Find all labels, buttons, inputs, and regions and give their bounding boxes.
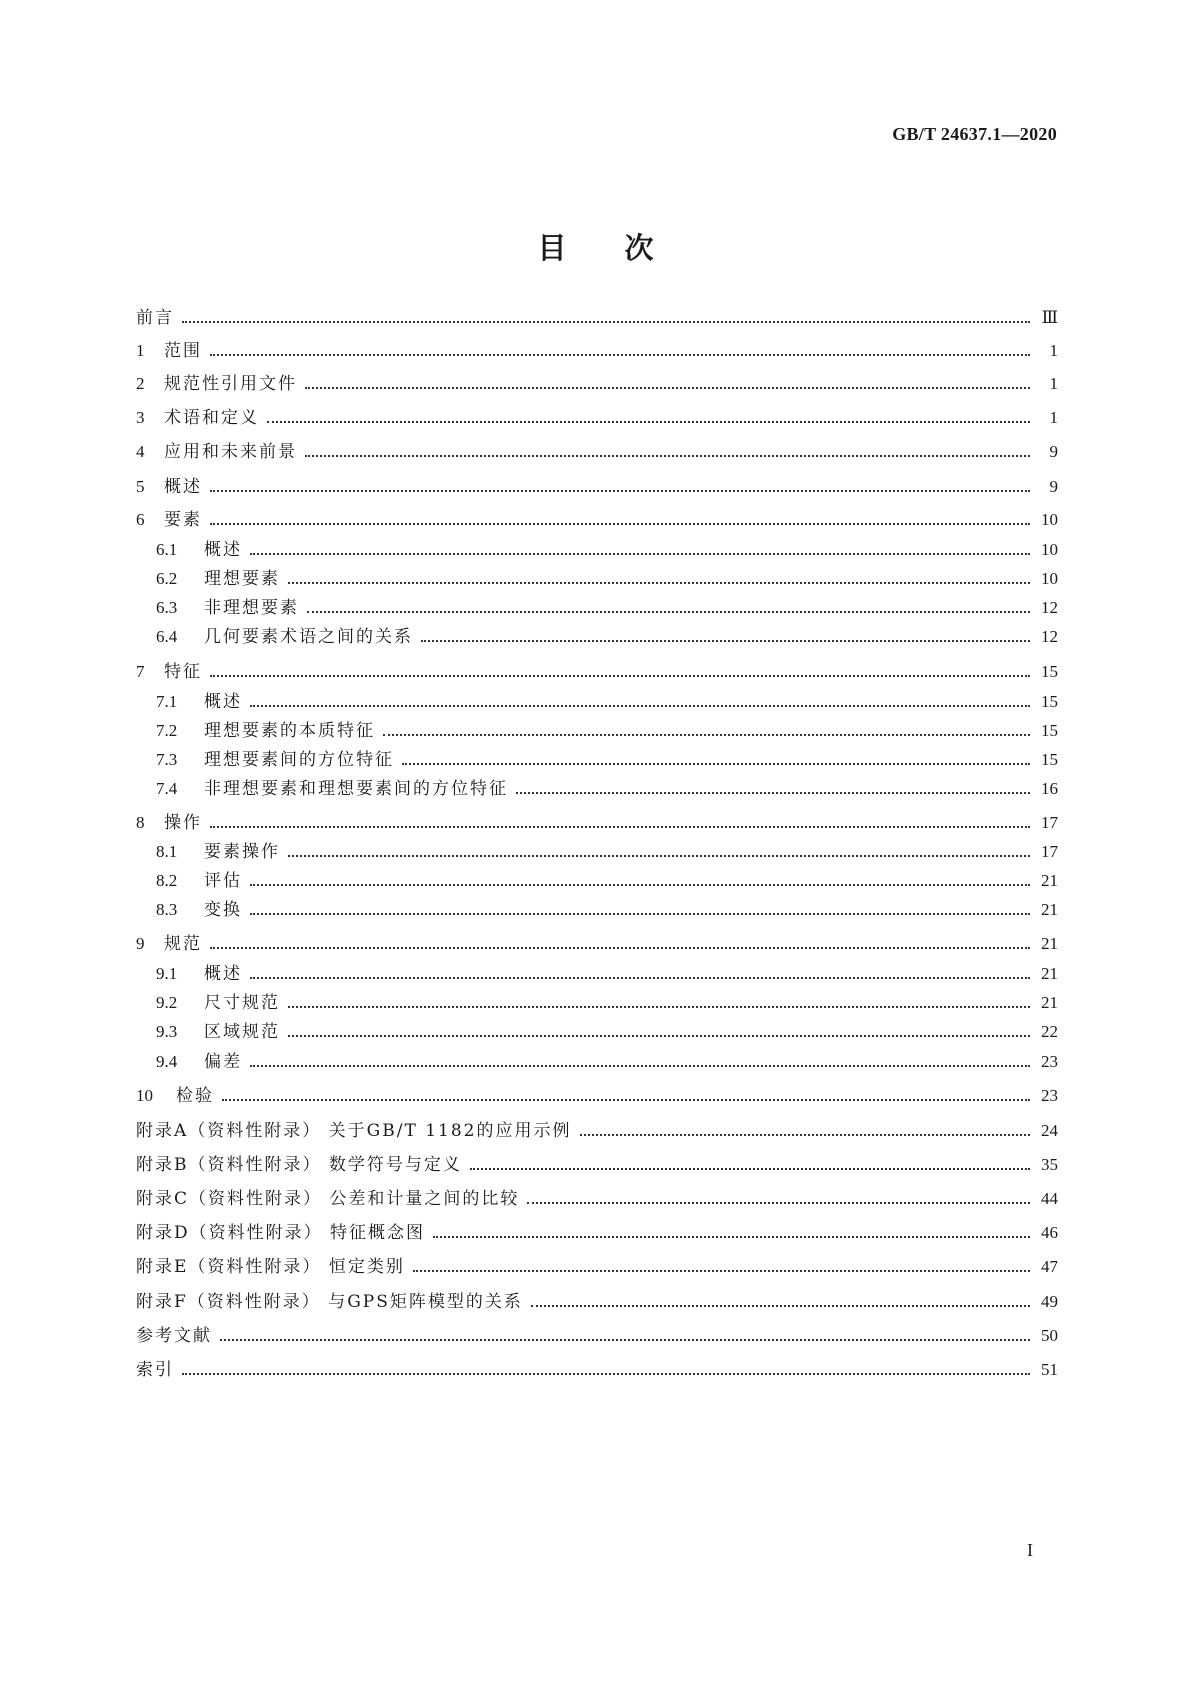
- toc-entry-number: 7.3: [156, 750, 178, 769]
- toc-entry-label: 操作: [164, 813, 202, 833]
- toc-entry-number: 7.2: [156, 721, 178, 740]
- toc-entry-page: 16: [1041, 779, 1058, 798]
- toc-entry-page: 1: [1049, 341, 1058, 360]
- toc-entry[interactable]: [156, 1049, 1058, 1075]
- toc-entry[interactable]: [136, 405, 1058, 431]
- toc-entry[interactable]: [136, 1152, 1058, 1178]
- toc-dot-leader: [210, 354, 1030, 356]
- toc-entry[interactable]: [136, 371, 1058, 397]
- toc-entry[interactable]: [156, 961, 1058, 987]
- toc-dot-leader: [250, 1065, 1030, 1067]
- toc-entry[interactable]: [156, 868, 1058, 894]
- toc-entry[interactable]: [136, 1357, 1058, 1383]
- toc-entry-number: 6: [136, 510, 145, 529]
- toc-entry-page: 12: [1041, 598, 1058, 617]
- toc-entry-number: 6.4: [156, 627, 178, 646]
- toc-entry-number: 9.1: [156, 964, 178, 983]
- standard-number: GB/T 24637.1—2020: [892, 124, 1057, 144]
- toc-entry-number: 8.2: [156, 871, 178, 890]
- page-title: 目次: [537, 231, 712, 265]
- toc-entry-page: 35: [1041, 1155, 1058, 1174]
- toc-dot-leader: [210, 947, 1030, 949]
- toc-entry[interactable]: [136, 1083, 1058, 1109]
- toc-entry[interactable]: [156, 1019, 1058, 1045]
- toc-dot-leader: [210, 675, 1030, 677]
- toc-dot-leader: [210, 826, 1030, 828]
- toc-entry-page: 17: [1041, 813, 1058, 832]
- toc-dot-leader: [402, 763, 1030, 765]
- toc-dot-leader: [250, 705, 1030, 707]
- toc-entry-label: 概述: [204, 540, 242, 560]
- toc-dot-leader: [433, 1236, 1030, 1238]
- toc-entry-number: 7.4: [156, 779, 178, 798]
- toc-entry-label: 理想要素间的方位特征: [204, 750, 394, 770]
- toc-entry[interactable]: [156, 566, 1058, 592]
- toc-entry-label: 检验: [176, 1086, 214, 1106]
- toc-entry-label: 参考文献: [136, 1326, 212, 1346]
- toc-entry-number: 7: [136, 662, 145, 681]
- toc-entry[interactable]: [136, 474, 1058, 500]
- toc-dot-leader: [250, 553, 1030, 555]
- toc-entry-label: 规范性引用文件: [164, 374, 297, 394]
- toc-entry-page: 21: [1041, 934, 1058, 953]
- toc-dot-leader: [531, 1305, 1030, 1307]
- toc-entry-label: 非理想要素: [204, 598, 299, 618]
- toc-dot-leader: [413, 1270, 1030, 1272]
- toc-entry-label: 概述: [204, 692, 242, 712]
- toc-entry[interactable]: [156, 537, 1058, 563]
- toc-entry-page: 49: [1041, 1292, 1058, 1311]
- toc-dot-leader: [182, 321, 1030, 323]
- toc-dot-leader: [470, 1168, 1030, 1170]
- toc-entry-page: 23: [1041, 1052, 1058, 1071]
- toc-entry[interactable]: [136, 1323, 1058, 1349]
- toc-entry-label: 非理想要素和理想要素间的方位特征: [204, 779, 508, 799]
- page-number: I: [1027, 1540, 1033, 1560]
- toc-entry[interactable]: [136, 1254, 1058, 1280]
- toc-dot-leader: [220, 1339, 1030, 1341]
- toc-entry-label: 附录E（资料性附录） 恒定类别: [136, 1257, 405, 1277]
- toc-entry-label: 附录D（资料性附录） 特征概念图: [136, 1223, 426, 1243]
- toc-entry-number: 8: [136, 813, 145, 832]
- toc-entry-page: 9: [1049, 442, 1058, 461]
- toc-entry-page: 15: [1041, 692, 1058, 711]
- toc-entry-label: 尺寸规范: [204, 993, 280, 1013]
- toc-entry-label: 附录C（资料性附录） 公差和计量之间的比较: [136, 1189, 520, 1209]
- toc-entry-label: 理想要素的本质特征: [204, 721, 375, 741]
- toc-dot-leader: [250, 977, 1030, 979]
- toc-entry-page: 21: [1041, 964, 1058, 983]
- toc-entry-page: 1: [1049, 408, 1058, 427]
- toc-entry-label: 变换: [204, 900, 242, 920]
- toc-entry-label: 附录B（资料性附录） 数学符号与定义: [136, 1155, 462, 1175]
- toc-entry-page: 44: [1041, 1189, 1058, 1208]
- toc-entry-label: 几何要素术语之间的关系: [204, 627, 413, 647]
- toc-dot-leader: [307, 611, 1030, 613]
- toc-entry-page: 17: [1041, 842, 1058, 861]
- toc-entry-number: 7.1: [156, 692, 178, 711]
- toc-entry[interactable]: [136, 507, 1058, 533]
- toc-entry[interactable]: [156, 689, 1058, 715]
- toc-entry[interactable]: [136, 659, 1058, 685]
- toc-entry-page: 46: [1041, 1223, 1058, 1242]
- toc-entry-label: 特征: [164, 662, 202, 682]
- toc-dot-leader: [288, 582, 1030, 584]
- toc-entry-number: 10: [136, 1086, 153, 1105]
- toc-entry[interactable]: [136, 931, 1058, 957]
- toc-entry-page: 21: [1041, 871, 1058, 890]
- toc-dot-leader: [580, 1134, 1031, 1136]
- toc-entry-label: 概述: [164, 477, 202, 497]
- toc-entry-label: 要素: [164, 510, 202, 530]
- toc-dot-leader: [288, 855, 1030, 857]
- toc-entry-page: 24: [1041, 1121, 1058, 1140]
- toc-entry-label: 要素操作: [204, 842, 280, 862]
- toc-dot-leader: [527, 1202, 1030, 1204]
- toc-entry[interactable]: [156, 776, 1058, 802]
- toc-entry-page: 10: [1041, 510, 1058, 529]
- toc-entry-label: 范围: [164, 341, 202, 361]
- toc-entry-page: 1: [1049, 374, 1058, 393]
- toc-entry-page: 23: [1041, 1086, 1058, 1105]
- toc-entry[interactable]: [136, 1118, 1058, 1144]
- toc-entry-page: 22: [1041, 1022, 1058, 1041]
- toc-entry-number: 2: [136, 374, 145, 393]
- toc-entry-label: 附录F（资料性附录） 与GPS矩阵模型的关系: [136, 1292, 523, 1312]
- toc-entry-number: 6.2: [156, 569, 178, 588]
- toc-entry-page: 9: [1049, 477, 1058, 496]
- toc-dot-leader: [421, 640, 1030, 642]
- toc-entry-number: 1: [136, 341, 145, 360]
- toc-entry[interactable]: [156, 718, 1058, 744]
- toc-entry[interactable]: [156, 595, 1058, 621]
- toc-entry-label: 偏差: [204, 1052, 242, 1072]
- toc-entry[interactable]: [136, 338, 1058, 364]
- toc-dot-leader: [182, 1373, 1030, 1375]
- toc-entry-label: 应用和未来前景: [164, 442, 297, 462]
- toc-entry-page: 15: [1041, 750, 1058, 769]
- toc-entry-label: 术语和定义: [164, 408, 259, 428]
- toc-entry-number: 8.3: [156, 900, 178, 919]
- toc-entry-number: 9.4: [156, 1052, 178, 1071]
- toc-entry-page: 47: [1041, 1257, 1058, 1276]
- toc-entry-label: 评估: [204, 871, 242, 891]
- toc-entry-page: 10: [1041, 569, 1058, 588]
- toc-dot-leader: [383, 734, 1030, 736]
- toc-dot-leader: [516, 792, 1030, 794]
- toc-entry-label: 规范: [164, 934, 202, 954]
- toc-dot-leader: [288, 1035, 1030, 1037]
- toc-entry-number: 9.2: [156, 993, 178, 1012]
- toc-entry-page: 15: [1041, 721, 1058, 740]
- toc-entry-number: 5: [136, 477, 145, 496]
- toc-entry-label: 附录A（资料性附录） 关于GB/T 1182的应用示例: [136, 1121, 572, 1141]
- toc-entry[interactable]: [156, 747, 1058, 773]
- toc-dot-leader: [305, 387, 1030, 389]
- toc-entry[interactable]: [136, 1186, 1058, 1212]
- toc-entry[interactable]: [136, 439, 1058, 465]
- toc-entry-number: 3: [136, 408, 145, 427]
- toc-entry-page: 21: [1041, 993, 1058, 1012]
- toc-dot-leader: [305, 455, 1030, 457]
- toc-entry[interactable]: [136, 1289, 1058, 1315]
- toc-entry[interactable]: [156, 839, 1058, 865]
- toc-dot-leader: [267, 421, 1030, 423]
- toc-entry[interactable]: [136, 810, 1058, 836]
- toc-entry-label: 索引: [136, 1360, 174, 1380]
- toc-entry-label: 区域规范: [204, 1022, 280, 1042]
- toc-entry-number: 8.1: [156, 842, 178, 861]
- toc-entry-label: 理想要素: [204, 569, 280, 589]
- toc-dot-leader: [288, 1006, 1030, 1008]
- toc-entry-page: 51: [1041, 1360, 1058, 1379]
- toc-entry-number: 6.1: [156, 540, 178, 559]
- toc-entry-page: Ⅲ: [1041, 308, 1058, 327]
- toc-dot-leader: [250, 913, 1030, 915]
- toc-entry[interactable]: [156, 624, 1058, 650]
- toc-dot-leader: [250, 884, 1030, 886]
- toc-entry-number: 9.3: [156, 1022, 178, 1041]
- toc-entry-page: 10: [1041, 540, 1058, 559]
- toc-entry-page: 15: [1041, 662, 1058, 681]
- toc-entry-page: 50: [1041, 1326, 1058, 1345]
- toc-entry-number: 9: [136, 934, 145, 953]
- toc-dot-leader: [222, 1099, 1030, 1101]
- toc-entry-label: 前言: [136, 308, 174, 328]
- toc-entry-label: 概述: [204, 964, 242, 984]
- toc-entry[interactable]: [156, 990, 1058, 1016]
- toc-entry[interactable]: [136, 305, 1058, 331]
- toc-entry-page: 12: [1041, 627, 1058, 646]
- toc-dot-leader: [210, 490, 1030, 492]
- toc-entry[interactable]: [136, 1220, 1058, 1246]
- toc-entry-number: 4: [136, 442, 145, 461]
- toc-entry-number: 6.3: [156, 598, 178, 617]
- toc-dot-leader: [210, 523, 1030, 525]
- toc-entry[interactable]: [156, 897, 1058, 923]
- toc-entry-page: 21: [1041, 900, 1058, 919]
